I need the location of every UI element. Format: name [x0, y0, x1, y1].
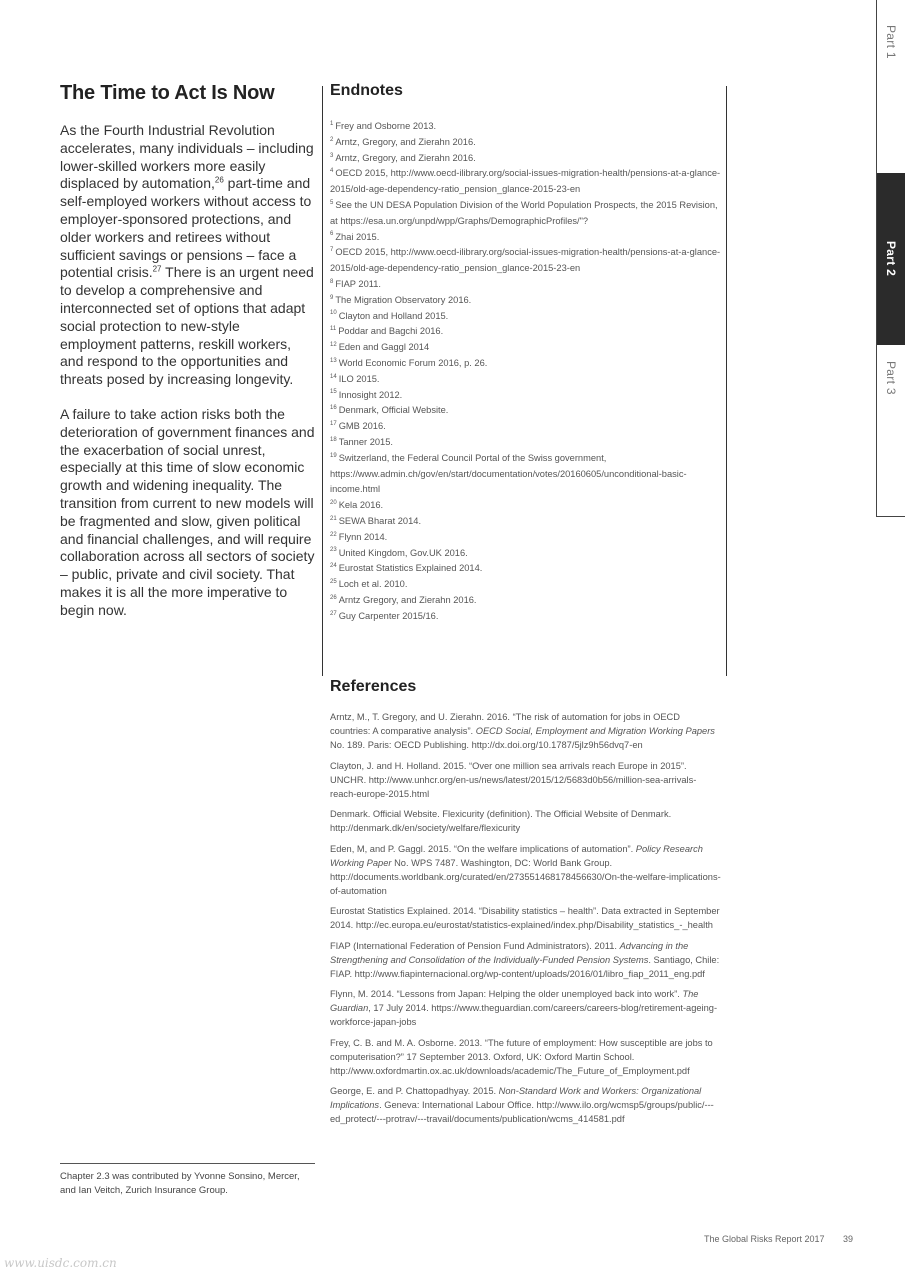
endnote-number: 20 [330, 500, 337, 507]
endnote-item [330, 498, 722, 514]
endnote-text: Eurostat Statistics Explained 2014. [338, 563, 483, 574]
page-title: The Time to Act Is Now [60, 82, 275, 104]
endnote-item [330, 356, 722, 372]
endnote-item [330, 388, 722, 404]
endnote-text: Clayton and Holland 2015. [338, 310, 449, 321]
endnote-text: Loch et al. 2010. [338, 579, 408, 590]
endnote-number: 11 [330, 326, 337, 333]
endnote-number: 3 [330, 152, 334, 159]
endnote-number: 7 [330, 247, 334, 254]
page-number: 39 [843, 1234, 854, 1244]
endnote-text: Arntz Gregory, and Zierahn 2016. [338, 594, 477, 605]
main-body [60, 122, 315, 637]
endnote-text: SEWA Bharat 2014. [338, 515, 422, 526]
body-paragraph-2: A failure to take action risks both the deterioration of government finances and the exacerbation of social unrest, especially at this time of slow economic growth and widening inequality. The transition from current to new models will be fragmented and slow, given political and financial challenges, and will require collaboration across all sectors of society – public, private and civil society. That makes it is all the more imperative to begin now. [60, 405, 315, 618]
endnote-text: Denmark, Official Website. [338, 405, 449, 416]
reference-item: FIAP (International Federation of Pension Fund Administrators). 2011. Advancing in the Strengthening and Consolidation of the Individually-Funded Pension Systems. Santiago, Chile: FIAP. http://www.fiapinternacional.org/wp-content/uploads/2016/01/libro_fiap_2011_eng.pdf [330, 940, 720, 979]
endnote-item [330, 514, 722, 530]
endnote-text: Zhai 2015. [335, 231, 380, 242]
endnote-text: FIAP 2011. [335, 278, 381, 289]
endnote-item [330, 135, 722, 151]
endnote-item [330, 403, 722, 419]
endnote-number: 26 [330, 594, 337, 601]
endnote-number: 22 [330, 531, 337, 538]
reference-item: Arntz, M., T. Gregory, and U. Zierahn. 2016. “The risk of automation for jobs in OECD countries: A comparative analysis”. OECD Social, Employment and Migration Working Papers No. 189. Paris: OECD Publishing. http://dx.doi.org/10.1787/5jlz9h56dvq7-en [330, 712, 715, 750]
endnote-number: 16 [330, 405, 337, 412]
tab-part-1[interactable]: Part 1 [884, 25, 898, 59]
endnote-item [330, 324, 722, 340]
endnote-number: 1 [330, 120, 334, 127]
endnote-text: Arntz, Gregory, and Zierahn 2016. [335, 152, 476, 163]
endnote-text: Poddar and Bagchi 2016. [338, 326, 444, 337]
endnote-text: Kela 2016. [338, 500, 384, 511]
endnote-number: 27 [330, 610, 337, 617]
body-paragraph-1: As the Fourth Industrial Revolution accelerates, many individuals – including lower-skilled workers more easily displaced by automation,$^{26}$ part-time and self-employed workers without access to employer-sponsored protections, and older workers and retirees without sufficient savings or pensions – face a potential crisis.$^{27}$ There is an urgent need to develop a comprehensive and interconnected set of options that adapt social protection to new-style employment patterns, reskill workers, and respond to the opportunities and threats posed by increasing longevity. [60, 122, 314, 388]
references-list [330, 710, 722, 1133]
endnote-item [330, 151, 722, 167]
endnote-item [330, 451, 722, 498]
endnote-number: 8 [330, 278, 334, 285]
endnote-item [330, 419, 722, 435]
divider [60, 1163, 315, 1164]
endnote-item [330, 245, 722, 277]
endnote-number: 4 [330, 168, 334, 175]
column-divider [322, 86, 323, 676]
endnote-number: 21 [330, 515, 337, 522]
tab-part-3[interactable]: Part 3 [884, 361, 898, 395]
reference-item: Eden, M, and P. Gaggl. 2015. “On the welfare implications of automation”. Policy Research Working Paper No. WPS 7487. Washington, DC: World Bank Group. http://documents.worldbank.org/curated/en/273551468178456630/On-the-welfare-implications-of-automation [330, 843, 721, 896]
reference-item: Clayton, J. and H. Holland. 2015. “Over one million sea arrivals reach Europe in 2015”. UNCHR. http://www.unhcr.org/en-us/news/latest/2015/12/5683d0b56/million-sea-arrivals-reach-europe-2015.html [330, 760, 697, 799]
endnote-item [330, 609, 722, 625]
endnote-text: Tanner 2015. [338, 436, 393, 447]
endnote-item [330, 435, 722, 451]
endnote-text: Innosight 2012. [338, 389, 403, 400]
endnote-text: See the UN DESA Population Division of the World Population Prospects, the 2015 Revision, at https://esa.un.org/unpd/wpp/Graphs/DemographicProfiles/"? [330, 199, 718, 226]
watermark: www.uisdc.com.cn [4, 1256, 117, 1270]
endnote-item [330, 119, 722, 135]
endnote-item [330, 293, 722, 309]
endnote-number: 12 [330, 342, 337, 349]
endnote-item [330, 561, 722, 577]
footer-report-title: The Global Risks Report 2017 [704, 1234, 825, 1244]
tab-part-2[interactable]: Part 2 [877, 173, 905, 345]
endnote-text: United Kingdom, Gov.UK 2016. [338, 547, 468, 558]
reference-item: Denmark. Official Website. Flexicurity (definition). The Official Website of Denmark. http://denmark.dk/en/society/welfare/flexicurity [330, 809, 672, 833]
endnote-text: Switzerland, the Federal Council Portal of the Swiss government, https://www.admin.ch/gov/en/start/documentation/votes/20160605/unconditional-basic-income.html [330, 452, 687, 495]
endnote-number: 25 [330, 579, 337, 586]
endnote-text: ILO 2015. [338, 373, 380, 384]
endnote-text: Frey and Osborne 2013. [335, 121, 437, 131]
endnote-number: 2 [330, 136, 334, 143]
endnote-number: 17 [330, 421, 337, 428]
endnote-text: Arntz, Gregory, and Zierahn 2016. [335, 136, 476, 147]
endnote-text: Flynn 2014. [338, 531, 388, 542]
endnote-text: Guy Carpenter 2015/16. [338, 610, 439, 621]
endnote-number: 10 [330, 310, 337, 317]
endnote-number: 18 [330, 436, 337, 443]
endnote-number: 9 [330, 294, 334, 301]
endnote-number: 14 [330, 373, 337, 380]
endnote-text: The Migration Observatory 2016. [335, 294, 472, 305]
endnotes-heading: Endnotes [330, 82, 403, 99]
endnote-number: 5 [330, 199, 334, 206]
contributor-note: Chapter 2.3 was contributed by Yvonne Sonsino, Mercer, and Ian Veitch, Zurich Insurance Group. [60, 1171, 300, 1196]
endnote-number: 15 [330, 389, 337, 396]
endnote-item [330, 530, 722, 546]
references-heading: References [330, 678, 417, 695]
endnote-number: 24 [330, 563, 337, 570]
endnote-item [330, 198, 722, 230]
endnote-number: 23 [330, 547, 337, 554]
reference-item: George, E. and P. Chattopadhyay. 2015. Non-Standard Work and Workers: Organizational Implications. Geneva: International Labour Office. http://www.ilo.org/wcmsp5/groups/public/---ed_protect/---protrav/---travail/documents/publication/wcms_414581.pdf [330, 1086, 714, 1124]
endnote-text: OECD 2015, http://www.oecd-ilibrary.org/social-issues-migration-health/pensions-at-a-glance-2015/old-age-dependency-ratio_pension_glance-2015-23-en [330, 168, 721, 195]
endnote-item [330, 577, 722, 593]
endnote-number: 13 [330, 357, 337, 364]
endnote-item [330, 309, 722, 325]
endnote-number: 6 [330, 231, 334, 238]
endnote-item [330, 340, 722, 356]
endnote-item [330, 372, 722, 388]
footnote-ref[interactable]: 27 [152, 264, 162, 274]
endnote-text: GMB 2016. [338, 421, 386, 432]
endnote-item [330, 277, 722, 293]
sidebar-divider [876, 516, 905, 517]
endnote-item [330, 546, 722, 562]
endnote-text: Eden and Gaggl 2014 [338, 342, 430, 353]
column-divider [726, 86, 727, 676]
footnote-ref[interactable]: 26 [214, 175, 224, 185]
endnote-text: World Economic Forum 2016, p. 26. [338, 357, 488, 368]
reference-item: Flynn, M. 2014. “Lessons from Japan: Helping the older unemployed back into work”. The Guardian, 17 July 2014. https://www.theguardian.com/careers/careers-blog/retirement-ageing-workforce-japan-jobs [330, 989, 718, 1027]
endnote-item [330, 593, 722, 609]
reference-item: Eurostat Statistics Explained. 2014. “Disability statistics – health”. Data extracted in September 2014. http://ec.europa.eu/eurostat/statistics-explained/index.php/Disability_statistics_-_health [330, 906, 720, 930]
endnote-item [330, 230, 722, 246]
endnote-item [330, 166, 722, 198]
endnote-number: 19 [330, 452, 337, 459]
reference-item: Frey, C. B. and M. A. Osborne. 2013. “The future of employment: How susceptible are jobs to computerisation?” 17 September 2013. Oxford, UK: Oxford Martin School. http://www.oxfordmartin.ox.ac.uk/downloads/academic/The_Future_of_Employment.pdf [330, 1037, 713, 1076]
endnote-text: OECD 2015, http://www.oecd-ilibrary.org/social-issues-migration-health/pensions-at-a-glance-2015/old-age-dependency-ratio_pension_glance-2015-23-en [330, 247, 721, 274]
endnotes-list [330, 119, 722, 625]
